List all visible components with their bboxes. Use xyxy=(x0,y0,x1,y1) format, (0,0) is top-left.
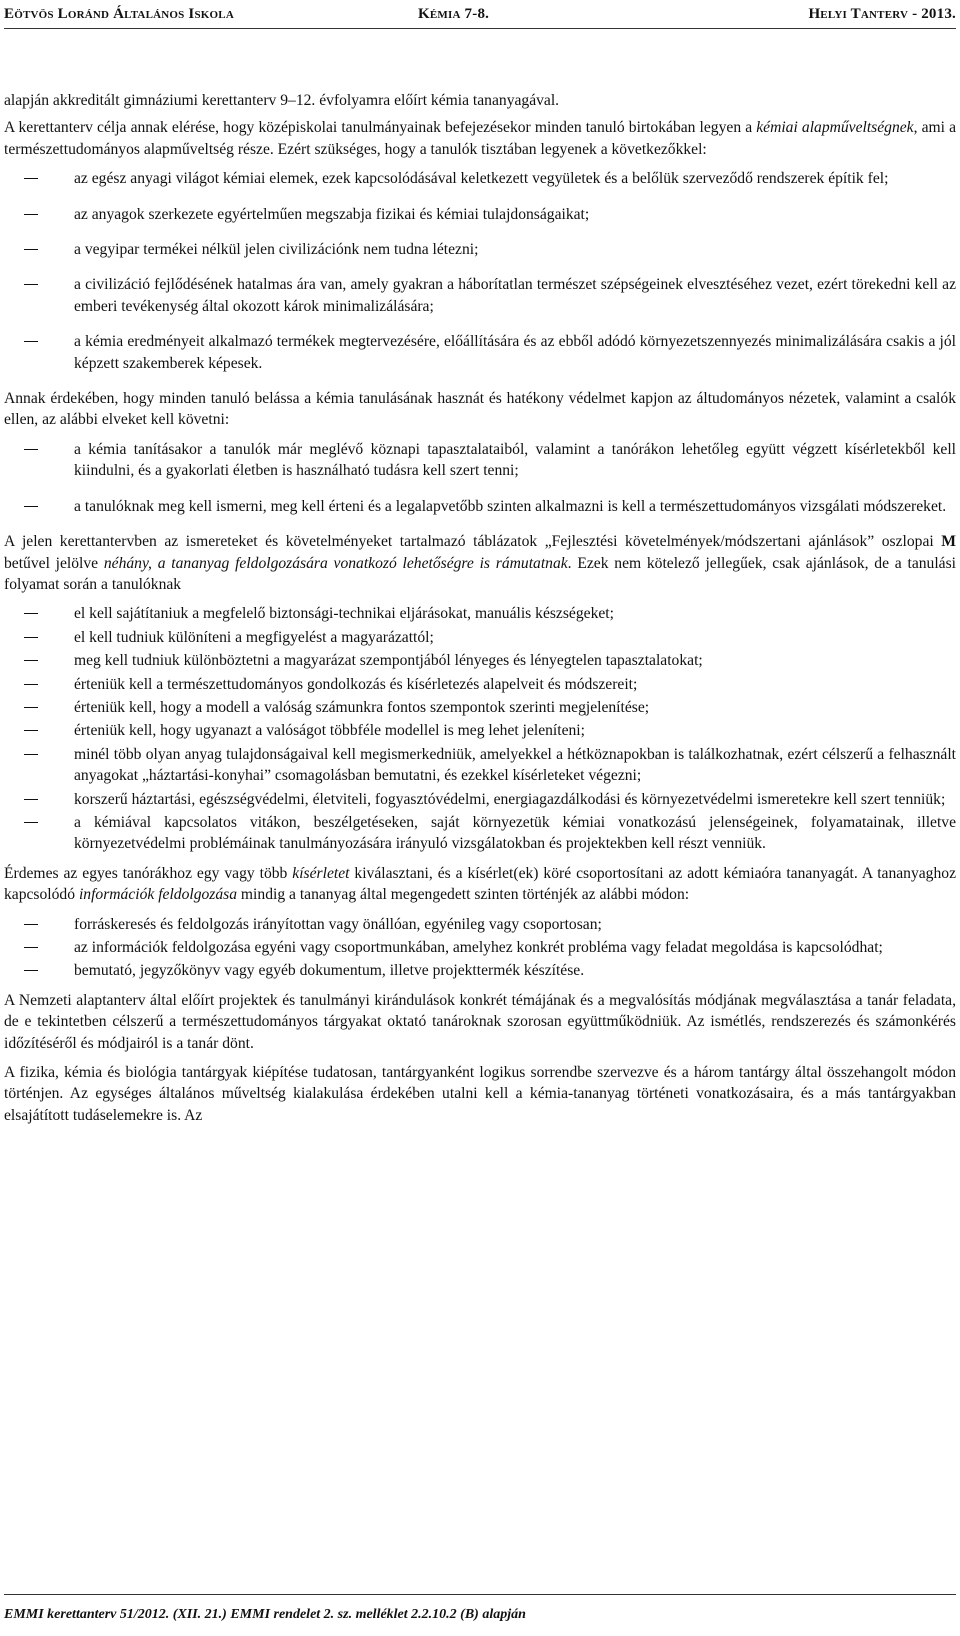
list-item: minél több olyan anyag tulajdonságaival kell megismerkedniük, amelyekkel a hétköznapokban is találkozhatnak, ezért célszerű a felhasznált anyagokat „háztartási-konyhai” csomagolásban bemutatni, és ezekkel kísérleteket végezni; xyxy=(4,744,956,787)
text-span: A kerettanterv célja annak elérése, hogy középiskolai tanulmányainak befejezésekor minden tanuló birtokában legyen a xyxy=(4,119,757,137)
list-knowledge xyxy=(4,168,956,374)
paragraph-goal xyxy=(4,117,956,160)
text-span: kiválasztani, és a kísérlet(ek) köré csoportosítani az adott kémiaóra tananyagát. A tananyaghoz kapcsolódó xyxy=(4,864,956,904)
page-footer: EMMI kerettanterv 51/2012. (XII. 21.) EMMI rendelet 2. sz. melléklet 2.2.10.2 (B) alapján xyxy=(4,1594,956,1623)
list-item: a kémiával kapcsolatos vitákon, beszélgetéseken, saját környezetük kémiai vonatkozású jelenségeinek, folyamatainak, illetve környezetvédelmi problémáinak tanulmányozására irányuló vizsgálatokban és projektekben kell részt venniük. xyxy=(4,812,956,855)
paragraph-principles: Annak érdekében, hogy minden tanuló belássa a kémia tanulásának hasznát és hatékony védelmet kapjon az áltudományos nézetek, valamint a csalók ellen, az alábbi elveket kell követni: xyxy=(4,390,956,429)
list-item: el kell tudniuk különíteni a megfigyelést a magyarázattól; xyxy=(4,627,956,648)
header-school-name: Eötvös Loránd Általános Iskola xyxy=(4,6,234,22)
list-item: az anyagok szerkezete egyértelműen megszabja fizikai és kémiai tulajdonságaikat; xyxy=(4,204,956,225)
emphasis-text: kísérletet xyxy=(292,864,350,882)
list-item: érteniük kell, hogy a modell a valóság számunkra fontos szempontok szerinti megjelenítése; xyxy=(4,697,956,718)
paragraph-recommendations xyxy=(4,531,956,595)
text-span: betűvel jelölve xyxy=(4,554,104,572)
intro-line: alapján akkreditált gimnáziumi kerettanterv 9–12. évfolyamra előírt kémia tananyagával. xyxy=(4,92,560,109)
text-span: mindig a tananyag által megengedett szinten történjék az alábbi módon: xyxy=(237,886,690,904)
list-item: bemutató, jegyzőkönyv vagy egyéb dokumentum, illetve projekttermék készítése. xyxy=(4,960,956,981)
list-item: forráskeresés és feldolgozás irányítottan vagy önállóan, egyénileg vagy csoportosan; xyxy=(4,914,956,935)
list-item: az egész anyagi világot kémiai elemek, ezek kapcsolódásával keletkezett vegyületek és a belőlük szerveződő rendszerek építik fel; xyxy=(4,168,956,189)
list-item: el kell sajátítaniuk a megfelelő biztonsági-technikai eljárásokat, manuális készségeket; xyxy=(4,603,956,624)
paragraph-experiments xyxy=(4,863,956,906)
paragraph-projects: A Nemzeti alaptanterv által előírt projektek és tanulmányi kirándulások konkrét témájának és a megvalósítás módjának megválasztása a tanár feladata, de e tekintetben célszerű a természettudományos tárgyakat oktató tanároknak szorosan együttműködniük. Az ismétlés, rendszerezés és számonkérés időzítéséről és módjairól is a tanár dönt. xyxy=(4,991,956,1052)
list-item: a civilizáció fejlődésének hatalmas ára van, amely gyakran a háborítatlan természet szépségeinek elvesztéséhez vezet, ezért törekedni kell az emberi tevékenység által okozott károk minimalizálására; xyxy=(4,274,956,317)
text-span: A jelen kerettantervben az ismereteket és követelményeket tartalmazó táblázatok „Fejlesztési követelmények/módszertani ajánlások” oszlopai xyxy=(4,533,942,551)
emphasis-text: néhány, a tananyag feldolgozására vonatkozó lehetőségre is rámutatnak xyxy=(103,554,568,572)
bold-letter: M xyxy=(941,533,956,551)
list-item: meg kell tudniuk különböztetni a magyarázat szempontjából lényeges és lényegtelen tapasztalatokat; xyxy=(4,650,956,671)
text-span: Érdemes az egyes tanórákhoz egy vagy több xyxy=(4,864,293,882)
list-item: az információk feldolgozása egyéni vagy csoportmunkában, amelyhez konkrét probléma vagy feladat megoldása is kapcsolódhat; xyxy=(4,937,956,958)
paragraph-subjects: A fizika, kémia és biológia tantárgyak kiépítése tudatosan, tantárgyanként logikus sorrendbe szervezve és a három tantárgy által összehangolt módon történjen. Az egységes általános műveltség kialakulása érdekében utalni kell a kémia-tananyag történeti vonatkozásaira, és a más tantárgyakban elsajátított tudáselemekre is. Az xyxy=(4,1064,956,1124)
list-information-processing xyxy=(4,914,956,982)
list-item: a vegyipar termékei nélkül jelen civilizációnk nem tudna létezni; xyxy=(4,239,956,260)
emphasis-text: kémiai alapműveltségnek xyxy=(756,119,914,137)
list-student-requirements xyxy=(4,603,956,854)
list-item: érteniük kell a természettudományos gondolkozás és kísérletezés alapelveit és módszereit; xyxy=(4,674,956,695)
list-item: a kémia eredményeit alkalmazó termékek megtervezésére, előállítására és az ebből adódó környezetszennyezés minimalizálására csakis a jól képzett szakemberek képesek. xyxy=(4,331,956,374)
header-curriculum: Helyi Tanterv - 2013. xyxy=(808,6,956,22)
list-item: a tanulóknak meg kell ismerni, meg kell érteni és a legalapvetőbb szinten alkalmazni is kell a természettudományos vizsgálati módszereket. xyxy=(4,496,956,517)
header-subject: Kémia 7-8. xyxy=(418,6,490,22)
list-item: korszerű háztartási, egészségvédelmi, életviteli, fogyasztóvédelmi, energiagazdálkodási és környezetvédelmi ismeretekre kell szert tenniük; xyxy=(4,789,956,810)
list-item: a kémia tanításakor a tanulók már meglévő köznapi tapasztalataiból, valamint a tanórákon lehetőleg együtt végzett kísérletekből kell kiindulni, és a gyakorlati életben is használható tudásra kell szert tenni; xyxy=(4,439,956,482)
document-body xyxy=(4,90,956,1134)
list-item: érteniük kell, hogy ugyanazt a valóságot többféle modellel is meg lehet jeleníteni; xyxy=(4,720,956,741)
text-span: , ami a természettudományos alapműveltség része. Ezért szükséges, hogy a tanulók tisztában legyenek a következőkkel: xyxy=(4,119,956,158)
emphasis-text: információk feldolgozása xyxy=(78,886,238,904)
page-header xyxy=(4,4,956,29)
text-span: . Ezek nem kötelező jellegűek, csak ajánlások, de a tanulási folyamat során a tanulóknak xyxy=(4,554,956,593)
list-principles xyxy=(4,439,956,517)
